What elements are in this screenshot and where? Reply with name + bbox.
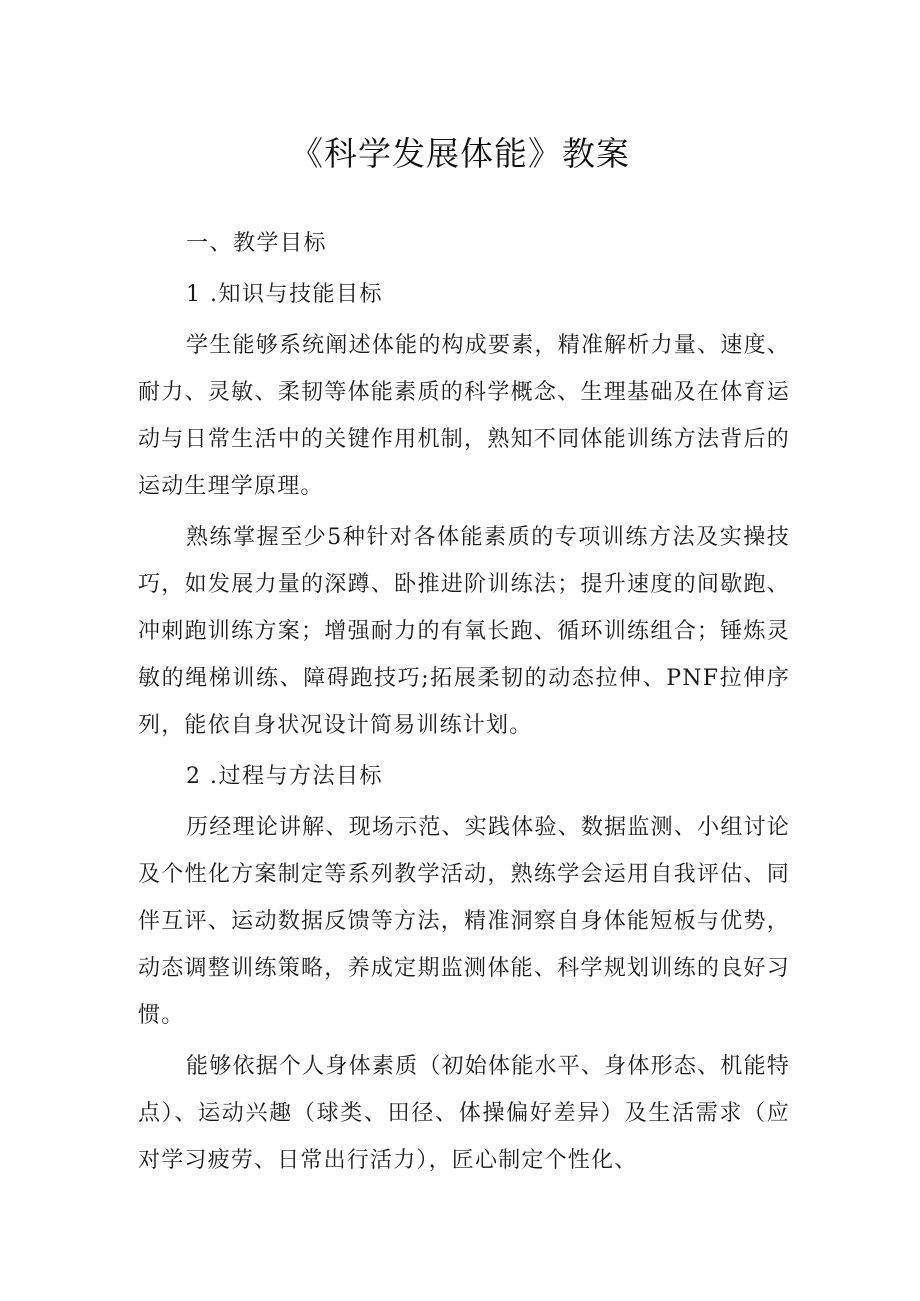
document-title: 《科学发展体能》教案 [290,134,630,173]
document-body [138,220,790,1184]
section-heading-teaching-objectives: 一、教学目标 [186,231,328,256]
paragraph-process-1: 历经理论讲解、现场示范、实践体验、数据监测、小组讨论及个性化方案制定等系列教学活动，熟练学会运用自我评估、同伴互评、运动数据反馈等方法，精准洞察自身体能短板与优势，动态调整训练策略，养成定期监测体能、科学规划训练的良好习惯。 [138,815,790,1028]
subsection-heading-knowledge-skills: 1 .知识与技能目标 [186,282,383,307]
paragraph-knowledge-1: 学生能够系统阐述体能的构成要素，精准解析力量、速度、耐力、灵敏、柔韧等体能素质的科学概念、生理基础及在体育运动与日常生活中的关键作用机制，熟知不同体能训练方法背后的运动生理学原理。 [138,333,790,499]
subsection-heading-process-methods: 2 .过程与方法目标 [186,764,383,789]
paragraph-knowledge-2: 熟练掌握至少5种针对各体能素质的专项训练方法及实操技巧，如发展力量的深蹲、卧推进阶训练法；提升速度的间歇跑、冲刺跑训练方案；增强耐力的有氧长跑、循环训练组合；锤炼灵敏的绳梯训练、障碍跑技巧;拓展柔韧的动态拉伸、PNF拉伸序列，能依自身状况设计简易训练计划。 [138,525,790,738]
paragraph-process-2: 能够依据个人身体素质（初始体能水平、身体形态、机能特点）、运动兴趣（球类、田径、体操偏好差异）及生活需求（应对学习疲劳、日常出行活力），匠心制定个性化、 [138,1054,790,1173]
